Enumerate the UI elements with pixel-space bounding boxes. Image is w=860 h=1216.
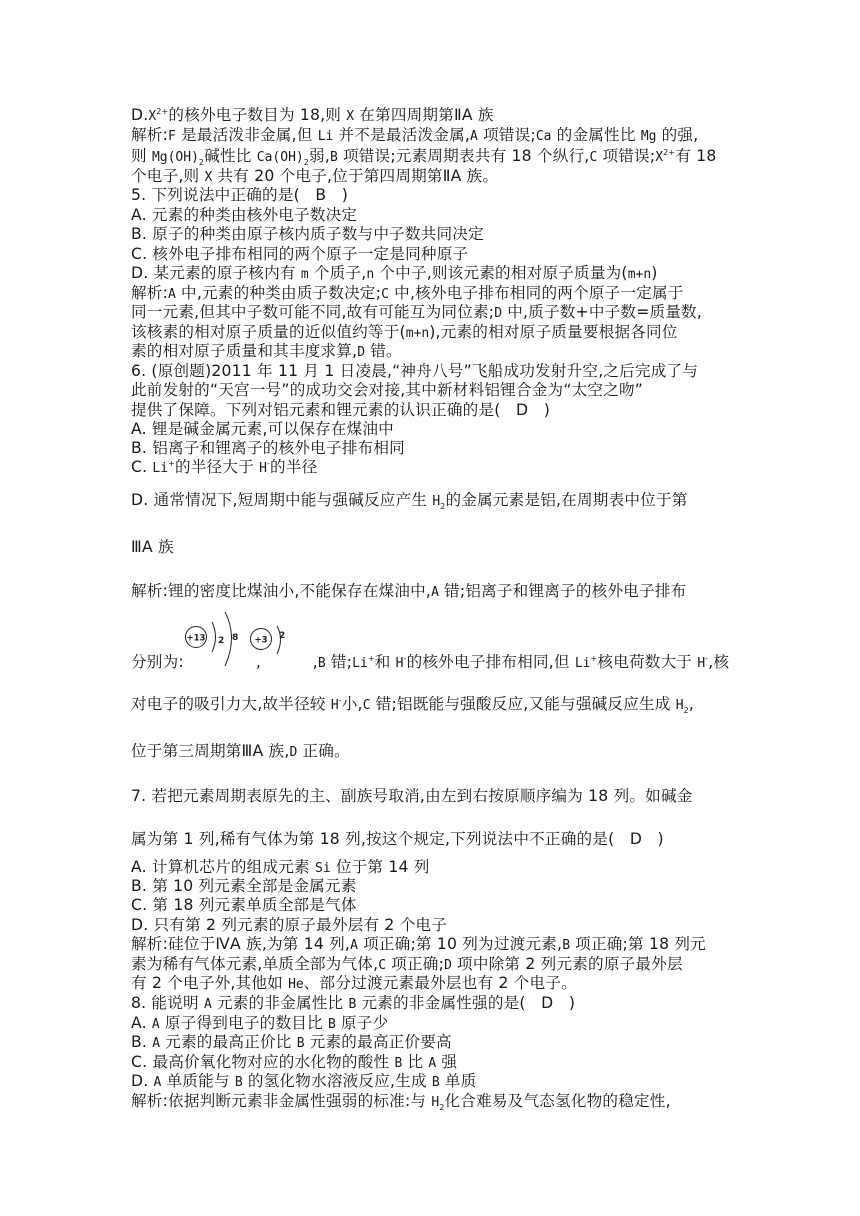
- text-line: 则 $Mg(OH)_2$碱性比 $Ca(OH)_2$弱,B 项错误;元素周期表共有 18 个纵行,C 项错误$;X^{2+}$有 18: [131, 147, 717, 168]
- option-a: A. 锂是碱金属元素,可以保存在煤油中: [131, 420, 394, 438]
- analysis-line: 位于第三周期第ⅢA 族,D 正确。: [131, 742, 350, 760]
- option-b: B. 第 10 列元素全部是金属元素: [131, 877, 357, 895]
- option-a: A. A 原子得到电子的数目比 B 原子少: [131, 1014, 389, 1032]
- analysis-line: 分别为: , ,B 错;Li+和 H-的核外电子排布相同,但 Li+核电荷数大于 H-,核: [131, 653, 730, 671]
- question-7-stem: 7. 若把元素周期表原先的主、副族号取消,由左到右按原顺序编为 18 列。如碱金: [131, 787, 693, 805]
- option-a: A. 计算机芯片的组成元素 Si 位于第 14 列: [131, 858, 430, 876]
- text-line: 解析:F 是最活泼非金属,但 Li 并不是最活泼金属,A 项错误;Ca 的金属性比 Mg 的强,: [131, 126, 699, 144]
- option-c: C. Li+的半径大于 H-的半径: [131, 458, 318, 476]
- analysis-line: 该核素的相对原子质量的近似值约等于(m+n),元素的相对原子质量要根据各同位: [131, 323, 678, 341]
- option-b: B. 原子的种类由原子核内质子数与中子数共同决定: [131, 225, 484, 243]
- option-d: D. 只有第 2 列元素的原子最外层有 2 个电子: [131, 916, 448, 934]
- analysis-line: 同一元素,但其中子数可能不同,故有可能互为同位素;D 中,质子数+中子数=质量数,: [131, 303, 703, 321]
- analysis-line: 解析:硅位于ⅣA 族,为第 14 列,A 项正确;第 10 列为过渡元素,B 项正确;第 18 列元: [131, 935, 706, 953]
- analysis-line: 解析:A 中,元素的种类由质子数决定;C 中,核外电子排布相同的两个原子一定属于: [131, 284, 684, 302]
- analysis-line: 对电子的吸引力大,故半径较 H-小,C 错;铝既能与强酸反应,又能与强碱反应生成 $H_2$,: [131, 695, 695, 716]
- question-6-stem: 此前发射的“天宫一号”的成功交会对接,其中新材料铝锂合金为“太空之吻”: [131, 381, 644, 399]
- aluminum-ion-diagram: [186, 612, 239, 666]
- option-a: A. 元素的种类由核外电子数决定: [131, 206, 358, 224]
- analysis-line: 解析:锂的密度比煤油小,不能保存在煤油中,A 错;铝离子和锂离子的核外电子排布: [131, 582, 687, 600]
- analysis-line: 有 2 个电子外,其他如 He、部分过渡元素最外层也有 2 个电子。: [131, 974, 577, 992]
- al-shell-2-count: 8: [232, 633, 239, 643]
- al-nucleus-charge: +13: [186, 633, 206, 644]
- option-b: B. A 元素的最高正价比 B 元素的最高正价要高: [131, 1033, 452, 1051]
- al-shell-1-arc: [212, 622, 216, 652]
- question-6-stem: 提供了保障。下列对铝元素和锂元素的认识正确的是( D ): [131, 401, 550, 419]
- li-shell-1-count: 2: [279, 631, 286, 641]
- analysis-line: 素为稀有气体元素,单质全部为气体,C 项正确;D 项中除第 2 列元素的原子最外层: [131, 955, 683, 973]
- question-5-stem: 5. 下列说法中正确的是( B ): [131, 186, 348, 204]
- electron-configuration-diagram: [182, 610, 302, 674]
- question-6-stem: 6. (原创题)2011 年 11 月 1 日凌晨,“神舟八号”飞船成功发射升空,之后完成了与: [131, 362, 699, 380]
- analysis-line: 解析:依据判断元素非金属性强弱的标准:与 $H_2$化合难易及气态氢化物的稳定性,: [131, 1092, 671, 1113]
- option-c: C. 第 18 列元素单质全部是气体: [131, 896, 357, 914]
- option-b: B. 铝离子和锂离子的核外电子排布相同: [131, 439, 405, 457]
- option-d: D. 通常情况下,短周期中能与强碱反应产生 $H_2$的金属元素是铝,在周期表中位于第: [131, 491, 688, 512]
- analysis-line: 素的相对原子质量和其丰度求算,D 错。: [131, 342, 402, 360]
- question-8-stem: 8. 能说明 A 元素的非金属性比 B 元素的非金属性强的是( D ): [131, 994, 576, 1012]
- option-c: C. 核外电子排布相同的两个原子一定是同种原子: [131, 245, 469, 263]
- text-line: $D.X^{2+}$的核外电子数目为 18,则 X 在第四周期第ⅡA 族: [131, 106, 494, 124]
- question-7-stem: 属为第 1 列,稀有气体为第 18 列,按这个规定,下列说法中不正确的是( D ): [131, 830, 664, 848]
- option-d-continued: ⅢA 族: [131, 538, 174, 556]
- li-nucleus-charge: +3: [254, 635, 268, 646]
- al-shell-2-arc: [225, 612, 232, 666]
- option-c: C. 最高价氧化物对应的水化物的酸性 B 比 A 强: [131, 1053, 458, 1071]
- option-d: D. 某元素的原子核内有 m 个质子,n 个中子,则该元素的相对原子质量为(m+n): [131, 264, 658, 282]
- option-d: D. A 单质能与 B 的氢化物水溶液反应,生成 B 单质: [131, 1072, 477, 1090]
- lithium-ion-diagram: [251, 626, 286, 654]
- al-shell-1-count: 2: [218, 636, 225, 646]
- text-line: 个电子,则 X 共有 20 个电子,位于第四周期第ⅡA 族。: [131, 167, 499, 185]
